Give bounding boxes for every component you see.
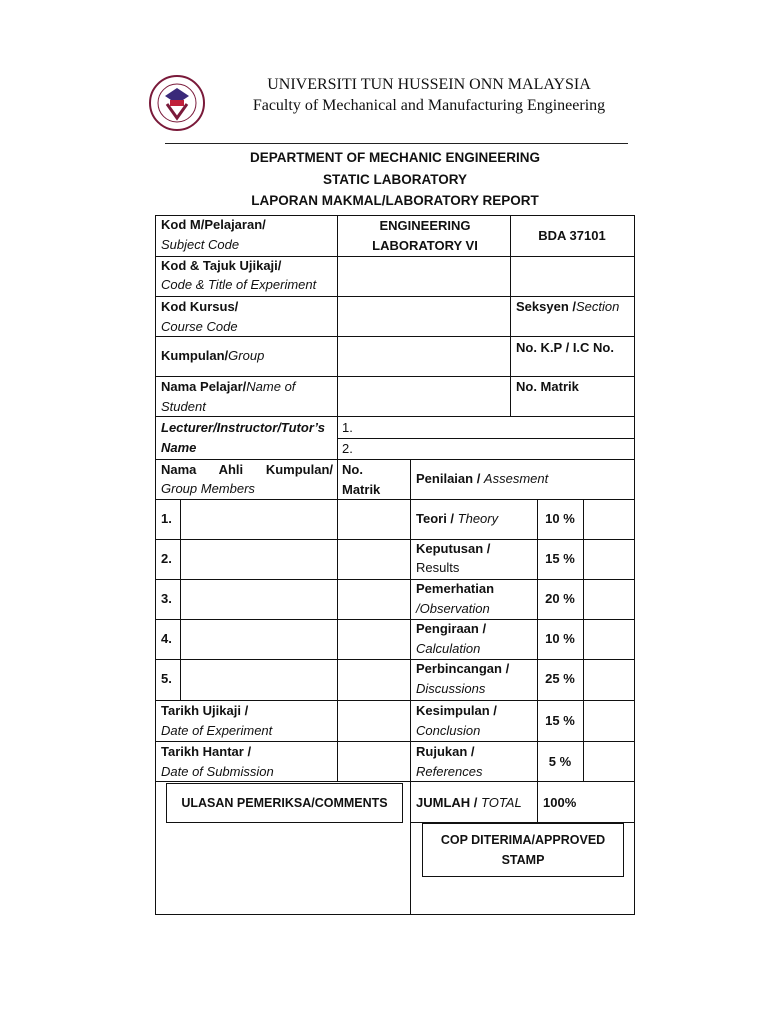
assessment-theory-pct: 10 % xyxy=(545,511,575,526)
assessment-observation: Pemerhatian xyxy=(416,581,495,596)
member-5[interactable]: 5. xyxy=(161,671,172,686)
assessment-references-pct: 5 % xyxy=(548,754,572,769)
matric-label[interactable]: No. Matrik xyxy=(516,379,579,394)
group-label: Kumpulan/Group xyxy=(161,348,265,363)
members-label-en: Group Members xyxy=(161,481,255,496)
assessment-calculation-pct: 10 % xyxy=(545,631,575,646)
assessment-conclusion-pct: 15 % xyxy=(545,713,575,728)
assessment-discussions-pct: 25 % xyxy=(545,671,575,686)
assessment-calculation-en: Calculation xyxy=(416,641,481,656)
subject-code-label-en: Subject Code xyxy=(161,237,240,252)
assessment-discussions-en: Discussions xyxy=(416,681,486,696)
section-label[interactable]: Seksyen /Section xyxy=(516,299,620,314)
assessment-references-en: References xyxy=(416,764,483,779)
course-label: Kod Kursus/ xyxy=(161,299,239,314)
lab-title: STATIC LABORATORY xyxy=(323,172,467,187)
subject-name: ENGINEERING LABORATORY VI xyxy=(372,218,478,253)
date-experiment-label-en: Date of Experiment xyxy=(161,723,273,738)
faculty-name: Faculty of Mechanical and Manufacturing Engineering xyxy=(252,97,606,114)
experiment-label-en: Code & Title of Experiment xyxy=(161,277,317,292)
total-pct: 100% xyxy=(543,795,577,810)
date-submission-label: Tarikh Hantar / xyxy=(161,744,252,759)
experiment-label: Kod & Tajuk Ujikaji/ xyxy=(161,258,282,273)
assessment-theory: Teori / Theory xyxy=(416,511,499,526)
members-matric-label: No. Matrik xyxy=(342,462,381,497)
group-field[interactable] xyxy=(338,337,510,376)
course-field[interactable] xyxy=(338,297,510,336)
comments-label: ULASAN PEMERIKSA/COMMENTS xyxy=(181,796,388,810)
member-1[interactable]: 1. xyxy=(161,511,172,526)
assessment-observation-pct: 20 % xyxy=(545,591,575,606)
assessment-observation-en: /Observation xyxy=(416,601,490,616)
assessment-conclusion: Kesimpulan / xyxy=(416,703,497,718)
lecturer-label: Lecturer/Instructor/Tutor’s Name xyxy=(161,420,325,455)
assessment-conclusion-en: Conclusion xyxy=(416,723,481,738)
member-4[interactable]: 4. xyxy=(161,631,172,646)
assessment-discussions: Perbincangan / xyxy=(416,661,510,676)
assessment-references: Rujukan / xyxy=(416,744,475,759)
header-rule xyxy=(165,143,628,144)
student-label: Nama Pelajar/Name of Student xyxy=(161,379,296,414)
assessment-results-en: Results xyxy=(416,560,460,575)
lecturer-1[interactable]: 1. xyxy=(342,420,353,435)
assessment-label: Penilaian / Assesment xyxy=(416,471,549,486)
date-submission-label-en: Date of Submission xyxy=(161,764,274,779)
ic-label[interactable]: No. K.P / I.C No. xyxy=(516,340,614,355)
subject-code-value: BDA 37101 xyxy=(538,228,606,243)
assessment-results: Keputusan / xyxy=(416,541,491,556)
total-label: JUMLAH / TOTAL xyxy=(416,795,522,810)
assessment-results-pct: 15 % xyxy=(545,551,575,566)
assessment-calculation: Pengiraan / xyxy=(416,621,487,636)
department-title: DEPARTMENT OF MECHANIC ENGINEERING xyxy=(249,150,540,165)
date-experiment-label: Tarikh Ujikaji / xyxy=(161,703,249,718)
stamp-label: COP DITERIMA/APPROVED STAMP xyxy=(440,833,606,867)
university-name: UNIVERSITI TUN HUSSEIN ONN MALAYSIA xyxy=(267,76,591,93)
member-2[interactable]: 2. xyxy=(161,551,172,566)
student-name-field[interactable] xyxy=(338,377,510,416)
experiment-code-field[interactable] xyxy=(511,257,634,296)
members-label: Nama Ahli Kumpulan/ xyxy=(161,462,333,477)
subject-code-label: Kod M/Pelajaran/ xyxy=(161,217,266,232)
member-3[interactable]: 3. xyxy=(161,591,172,606)
comments-box[interactable] xyxy=(166,783,403,823)
course-label-en: Course Code xyxy=(161,319,238,334)
report-title: LAPORAN MAKMAL/LABORATORY REPORT xyxy=(251,193,539,208)
approved-stamp-box[interactable] xyxy=(422,823,624,877)
experiment-field[interactable] xyxy=(338,257,510,296)
lecturer-2[interactable]: 2. xyxy=(342,441,353,456)
